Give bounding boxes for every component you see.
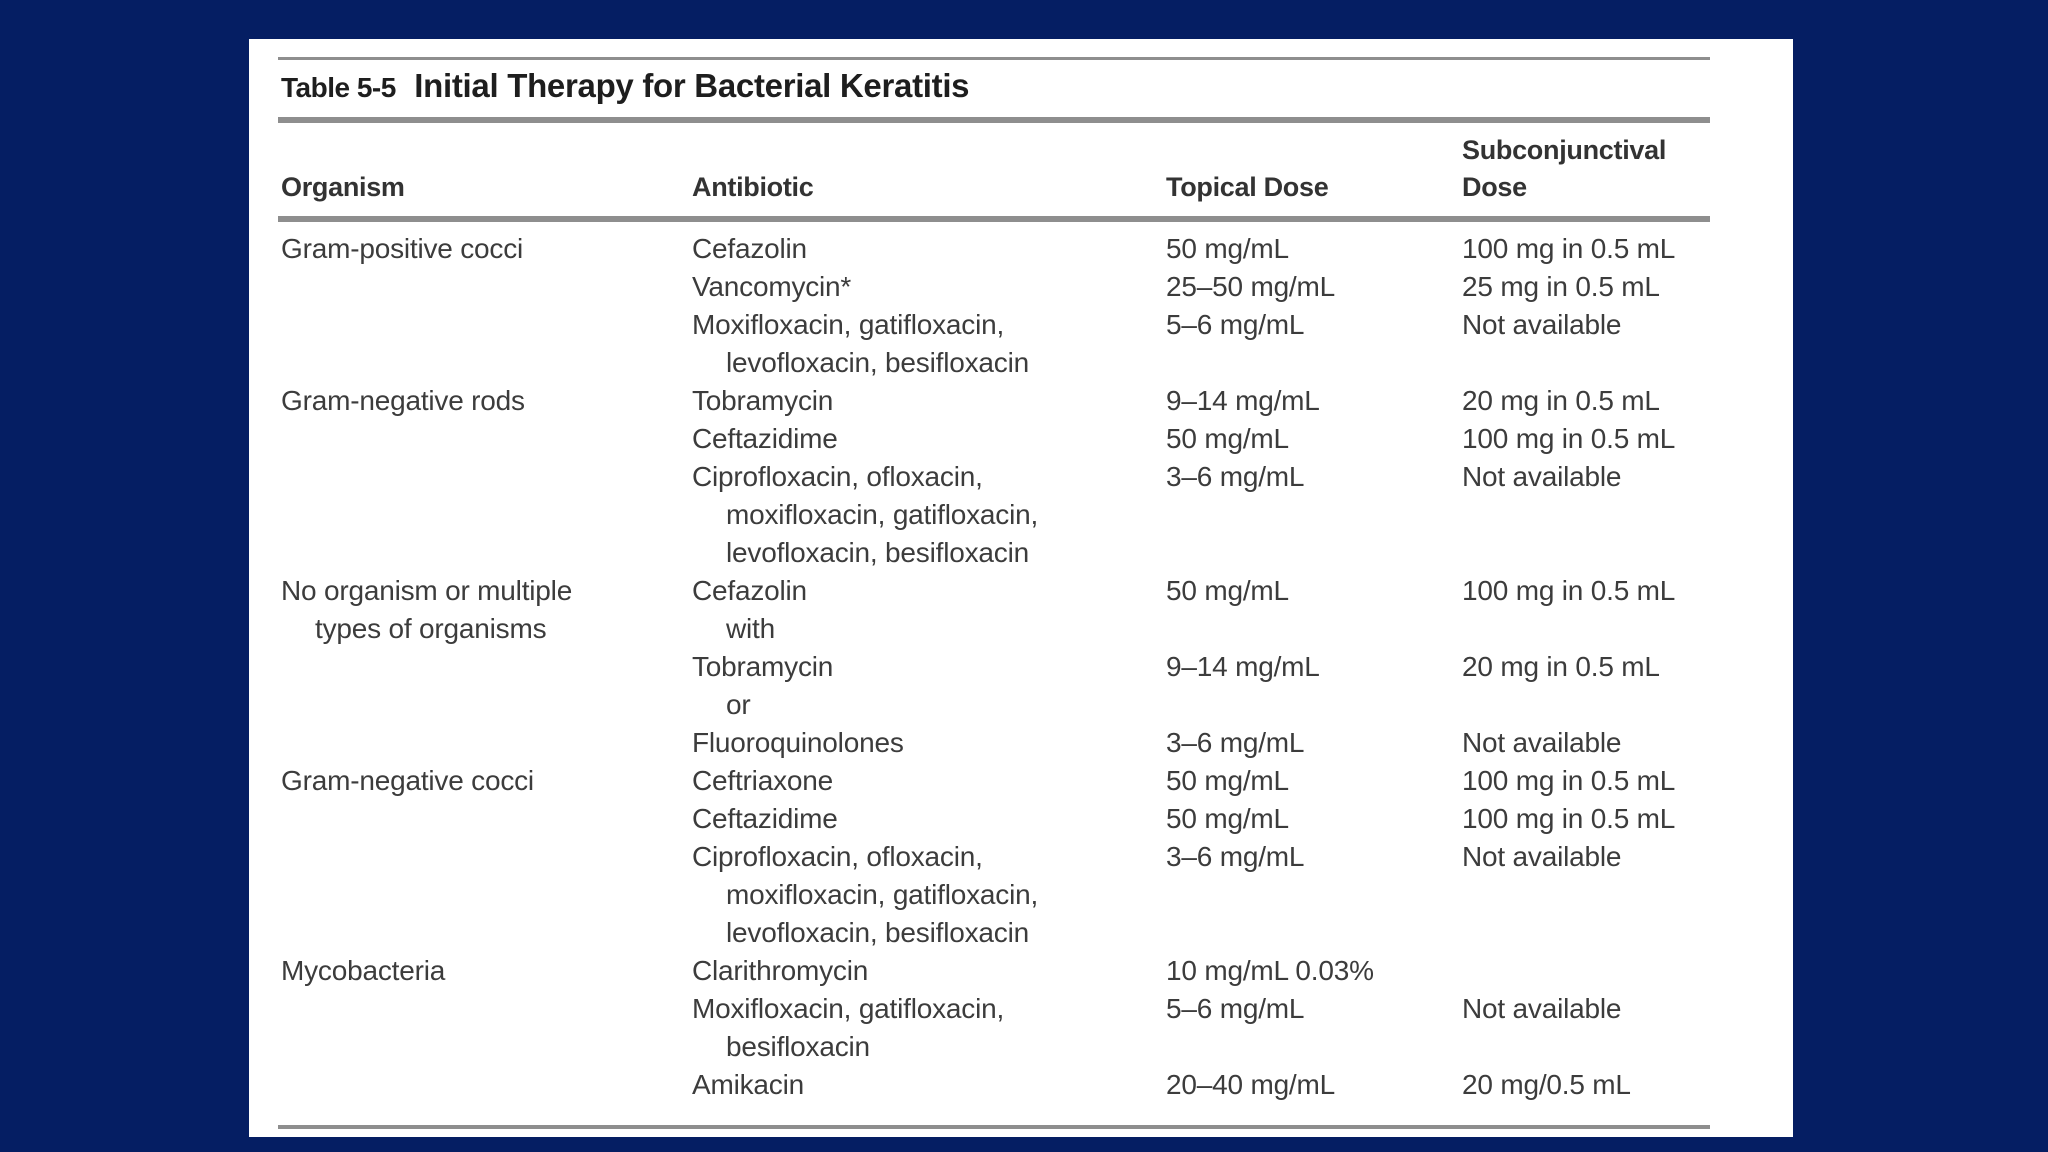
antibiotic-cell-line: Cefazolin	[692, 575, 807, 606]
antibiotic-cell-line: Moxifloxacin, gatifloxacin,	[692, 309, 1005, 340]
subconjunctival-dose-cell: 100 mg in 0.5 mL	[1462, 575, 1676, 606]
topical-dose-cell: 25–50 mg/mL	[1166, 271, 1336, 302]
topical-dose-cell: 50 mg/mL	[1166, 233, 1289, 264]
topical-dose-cell: 9–14 mg/mL	[1166, 385, 1320, 416]
antibiotic-cell	[692, 724, 1152, 762]
table-row	[249, 990, 1793, 1066]
organism-cell-line: Gram-negative rods	[281, 385, 525, 416]
organism-cell	[281, 382, 681, 420]
antibiotic-cell	[692, 952, 1152, 990]
antibiotic-cell	[692, 990, 1152, 1066]
topical-dose-cell: 50 mg/mL	[1166, 575, 1289, 606]
table-row	[249, 382, 1793, 420]
table-title	[281, 67, 969, 107]
antibiotic-cell	[692, 382, 1152, 420]
antibiotic-cell-line: Ciprofloxacin, ofloxacin,	[692, 841, 983, 872]
subconjunctival-dose-cell: 100 mg in 0.5 mL	[1462, 803, 1676, 834]
organism-cell-line: Gram-positive cocci	[281, 233, 524, 264]
organism-cell	[281, 952, 681, 990]
antibiotic-cell-line: levofloxacin, besifloxacin	[726, 537, 1029, 568]
bottom-rule	[278, 1125, 1710, 1129]
header-rule	[278, 216, 1710, 222]
antibiotic-cell-line: Clarithromycin	[692, 955, 869, 986]
table-row	[249, 762, 1793, 800]
antibiotic-cell-line: Vancomycin*	[692, 271, 852, 302]
title-rule	[278, 117, 1710, 123]
organism-cell-line: types of organisms	[315, 613, 547, 644]
antibiotic-cell-line: Moxifloxacin, gatifloxacin,	[692, 993, 1005, 1024]
topical-dose-cell: 50 mg/mL	[1166, 423, 1289, 454]
antibiotic-cell-line: Amikacin	[692, 1069, 804, 1100]
header-organism: Organism	[281, 172, 405, 202]
topical-dose-cell: 50 mg/mL	[1166, 765, 1289, 796]
topical-dose-cell: 3–6 mg/mL	[1166, 461, 1305, 492]
topical-dose-cell: 50 mg/mL	[1166, 803, 1289, 834]
table-row	[249, 648, 1793, 724]
header-antibiotic: Antibiotic	[692, 172, 814, 202]
antibiotic-cell	[692, 800, 1152, 838]
table-row	[249, 724, 1793, 762]
subconjunctival-dose-cell: 20 mg/0.5 mL	[1462, 1069, 1631, 1100]
antibiotic-cell-line: Tobramycin	[692, 385, 834, 416]
antibiotic-cell	[692, 230, 1152, 268]
antibiotic-cell-line: Fluoroquinolones	[692, 727, 904, 758]
header-subconj-line1: Subconjunctival	[1462, 135, 1667, 165]
topical-dose-cell: 9–14 mg/mL	[1166, 651, 1320, 682]
antibiotic-cell-line: Cefazolin	[692, 233, 807, 264]
organism-cell-line: No organism or multiple	[281, 575, 573, 606]
antibiotic-cell	[692, 648, 1152, 724]
subconjunctival-dose-cell: Not available	[1462, 461, 1622, 492]
table-row	[249, 800, 1793, 838]
organism-cell-line: Mycobacteria	[281, 955, 446, 986]
antibiotic-cell-line: levofloxacin, besifloxacin	[726, 917, 1029, 948]
subconjunctival-dose-cell: 100 mg in 0.5 mL	[1462, 765, 1676, 796]
table-body	[249, 230, 1793, 1104]
topical-dose-cell: 10 mg/mL 0.03%	[1166, 955, 1374, 986]
antibiotic-cell-line: with	[726, 613, 775, 644]
antibiotic-cell-line: levofloxacin, besifloxacin	[726, 347, 1029, 378]
subconjunctival-dose-cell: 20 mg in 0.5 mL	[1462, 385, 1660, 416]
table-row	[249, 230, 1793, 268]
table-row	[249, 572, 1793, 648]
antibiotic-cell	[692, 572, 1152, 648]
antibiotic-cell-line: Ciprofloxacin, ofloxacin,	[692, 461, 983, 492]
antibiotic-cell-line: Tobramycin	[692, 651, 834, 682]
topical-dose-cell: 5–6 mg/mL	[1166, 993, 1305, 1024]
table-row	[249, 838, 1793, 952]
table-name: Initial Therapy for Bacterial Keratitis	[414, 67, 970, 104]
antibiotic-cell-line: moxifloxacin, gatifloxacin,	[726, 499, 1039, 530]
antibiotic-cell	[692, 458, 1152, 572]
antibiotic-cell	[692, 306, 1152, 382]
table-row	[249, 268, 1793, 306]
topical-dose-cell: 20–40 mg/mL	[1166, 1069, 1336, 1100]
table-row	[249, 952, 1793, 990]
subconjunctival-dose-cell: Not available	[1462, 993, 1622, 1024]
subconjunctival-dose-cell: 100 mg in 0.5 mL	[1462, 233, 1676, 264]
antibiotic-cell-line: besifloxacin	[726, 1031, 870, 1062]
subconjunctival-dose-cell: Not available	[1462, 309, 1622, 340]
organism-cell	[281, 762, 681, 800]
topical-dose-cell: 5–6 mg/mL	[1166, 309, 1305, 340]
antibiotic-cell-line: or	[726, 689, 751, 720]
antibiotic-cell	[692, 838, 1152, 952]
organism-cell	[281, 572, 681, 648]
antibiotic-cell	[692, 762, 1152, 800]
subconjunctival-dose-cell: 20 mg in 0.5 mL	[1462, 651, 1660, 682]
top-rule	[278, 57, 1710, 60]
subconjunctival-dose-cell: 100 mg in 0.5 mL	[1462, 423, 1676, 454]
organism-cell-line: Gram-negative cocci	[281, 765, 534, 796]
table-row	[249, 1066, 1793, 1104]
antibiotic-cell	[692, 420, 1152, 458]
antibiotic-cell-line: Ceftriaxone	[692, 765, 833, 796]
antibiotic-cell-line: Ceftazidime	[692, 803, 838, 834]
subconjunctival-dose-cell: Not available	[1462, 727, 1622, 758]
table-row	[249, 306, 1793, 382]
document-page	[249, 39, 1793, 1137]
table-row	[249, 458, 1793, 572]
subconjunctival-dose-cell: Not available	[1462, 841, 1622, 872]
antibiotic-cell-line: Ceftazidime	[692, 423, 838, 454]
antibiotic-cell	[692, 268, 1152, 306]
subconjunctival-dose-cell: 25 mg in 0.5 mL	[1462, 271, 1660, 302]
header-topical-dose: Topical Dose	[1166, 172, 1329, 202]
header-subconjunctival-dose	[1462, 132, 1692, 206]
antibiotic-cell-line: moxifloxacin, gatifloxacin,	[726, 879, 1039, 910]
topical-dose-cell: 3–6 mg/mL	[1166, 727, 1305, 758]
antibiotic-cell	[692, 1066, 1152, 1104]
table-row	[249, 420, 1793, 458]
organism-cell	[281, 230, 681, 268]
topical-dose-cell: 3–6 mg/mL	[1166, 841, 1305, 872]
header-subconj-line2: Dose	[1462, 172, 1527, 202]
table-number: Table 5-5	[281, 72, 396, 103]
